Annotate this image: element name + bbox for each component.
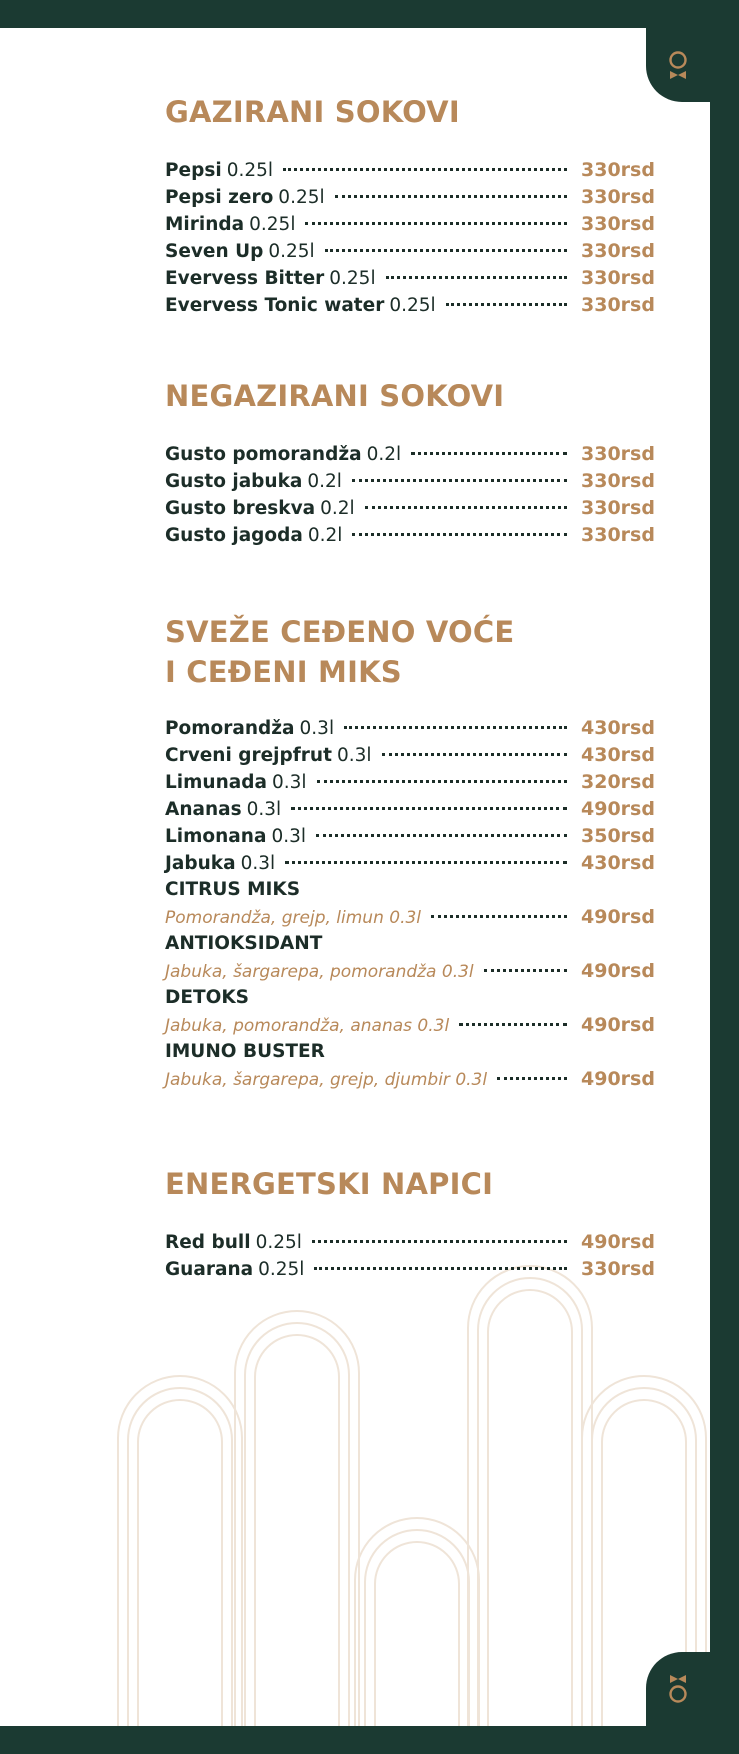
item-price: 330rsd: [581, 470, 655, 492]
item-price: 430rsd: [581, 852, 655, 874]
item-volume: 0.25l: [278, 187, 325, 208]
item-volume: 0.25l: [389, 295, 436, 316]
item-name: Ananas: [165, 799, 242, 820]
item-volume: 0.25l: [249, 214, 296, 235]
section-title-line2: I CEĐENI MIKS: [165, 655, 402, 689]
item-name: Pepsi zero: [165, 187, 274, 208]
item-price: 320rsd: [581, 771, 655, 793]
logo-badge-top: [646, 28, 710, 102]
item-volume: 0.2l: [307, 471, 342, 492]
combo-item: [165, 906, 665, 933]
menu-item: [165, 240, 665, 267]
dot-leader: [283, 168, 567, 171]
item-volume: 0.3l: [299, 718, 335, 739]
dot-leader: [484, 969, 567, 972]
dot-leader: [352, 479, 567, 482]
item-price: 490rsd: [581, 1068, 655, 1090]
section-title: GAZIRANI SOKOVI: [165, 95, 460, 129]
item-volume: 0.25l: [258, 1259, 305, 1280]
item-price: 490rsd: [581, 960, 655, 982]
combo-description: Pomorandža, grejp, limun 0.3l: [165, 908, 422, 928]
dot-leader: [312, 1240, 567, 1243]
item-volume: 0.3l: [336, 745, 372, 766]
dot-leader: [291, 807, 567, 810]
item-name: Gusto jabuka: [165, 471, 303, 492]
item-volume: 0.3l: [271, 826, 306, 847]
menu-item: [165, 524, 665, 551]
logo-badge-bottom: [646, 1652, 710, 1726]
menu-item: [165, 798, 665, 825]
item-price: 330rsd: [581, 1258, 655, 1280]
dot-leader: [386, 276, 567, 279]
item-volume: 0.2l: [307, 525, 343, 546]
dot-leader: [335, 195, 567, 198]
item-volume: 0.3l: [246, 799, 282, 820]
item-volume: 0.2l: [320, 498, 355, 519]
menu-item: [165, 852, 665, 879]
item-name: Evervess Tonic water: [165, 295, 385, 316]
item-price: 490rsd: [581, 906, 655, 928]
combo-description: Jabuka, šargarepa, pomorandža 0.3l: [165, 962, 474, 982]
item-price: 330rsd: [581, 213, 655, 235]
item-price: 330rsd: [581, 294, 655, 316]
menu-item: [165, 294, 665, 321]
dot-leader: [325, 249, 567, 252]
item-price: 330rsd: [581, 159, 655, 181]
item-volume: 0.3l: [271, 772, 307, 793]
menu-item: [165, 443, 665, 470]
section-title: ENERGETSKI NAPICI: [165, 1167, 494, 1201]
item-name: Gusto breskva: [165, 498, 316, 519]
menu-item: [165, 497, 665, 524]
dot-leader: [305, 222, 567, 225]
dot-leader: [316, 834, 567, 837]
combo-title: DETOKS: [165, 987, 249, 1008]
item-price: 430rsd: [581, 744, 655, 766]
combo-item: [165, 960, 665, 987]
dot-leader: [317, 780, 567, 783]
combo-item: [165, 1068, 665, 1095]
combo-title: CITRUS MIKS: [165, 879, 301, 900]
bow-tie-logo-icon: [667, 1674, 689, 1704]
item-name: Pomorandža: [165, 718, 295, 739]
dot-leader: [344, 726, 567, 729]
dot-leader: [314, 1267, 567, 1270]
menu-item: [165, 470, 665, 497]
dot-leader: [497, 1077, 567, 1080]
item-price: 490rsd: [581, 798, 655, 820]
section-title: NEGAZIRANI SOKOVI: [165, 379, 505, 413]
item-volume: 0.2l: [366, 444, 402, 465]
combo-title: IMUNO BUSTER: [165, 1041, 325, 1062]
menu-item: [165, 717, 665, 744]
dot-leader: [285, 861, 567, 864]
dot-leader: [431, 915, 567, 918]
item-price: 330rsd: [581, 240, 655, 262]
item-name: Gusto jagoda: [165, 525, 303, 546]
item-name: Jabuka: [165, 853, 236, 874]
menu-item: [165, 825, 665, 852]
dot-leader: [459, 1023, 567, 1026]
item-volume: 0.25l: [226, 160, 274, 181]
menu-page: [0, 28, 710, 1726]
item-name: Limonana: [165, 826, 267, 847]
item-price: 330rsd: [581, 497, 655, 519]
item-price: 330rsd: [581, 443, 655, 465]
item-volume: 0.25l: [268, 241, 315, 262]
item-volume: 0.25l: [255, 1232, 302, 1253]
section-title-line1: SVEŽE CEĐENO VOĆE: [165, 615, 515, 649]
item-price: 330rsd: [581, 186, 655, 208]
item-price: 430rsd: [581, 717, 655, 739]
menu-item: [165, 186, 665, 213]
item-name: Limunada: [165, 772, 267, 793]
dot-leader: [411, 452, 567, 455]
menu-item: [165, 1258, 665, 1285]
menu-item: [165, 213, 665, 240]
item-name: Crveni grejpfrut: [165, 745, 332, 766]
dot-leader: [446, 303, 567, 306]
combo-description: Jabuka, šargarepa, grejp, djumbir 0.3l: [165, 1070, 488, 1090]
dot-leader: [365, 506, 567, 509]
item-price: 330rsd: [581, 267, 655, 289]
item-name: Gusto pomorandža: [165, 444, 362, 465]
item-price: 490rsd: [581, 1231, 655, 1253]
combo-item: [165, 1014, 665, 1041]
menu-item: [165, 1231, 665, 1258]
item-name: Seven Up: [165, 241, 264, 262]
item-price: 490rsd: [581, 1014, 655, 1036]
item-name: Pepsi: [165, 160, 222, 181]
combo-description: Jabuka, pomorandža, ananas 0.3l: [165, 1016, 450, 1036]
menu-item: [165, 744, 665, 771]
menu-item: [165, 267, 665, 294]
item-name: Guarana: [165, 1259, 254, 1280]
item-name: Mirinda: [165, 214, 245, 235]
item-name: Evervess Bitter: [165, 268, 325, 289]
combo-title: ANTIOKSIDANT: [165, 933, 323, 954]
menu-item: [165, 771, 665, 798]
item-price: 350rsd: [581, 825, 655, 847]
item-volume: 0.3l: [240, 853, 276, 874]
item-volume: 0.25l: [329, 268, 376, 289]
dot-leader: [352, 533, 567, 536]
item-price: 330rsd: [581, 524, 655, 546]
menu-item: [165, 159, 665, 186]
item-name: Red bull: [165, 1232, 251, 1253]
bow-tie-logo-icon: [667, 50, 689, 80]
dot-leader: [382, 753, 567, 756]
